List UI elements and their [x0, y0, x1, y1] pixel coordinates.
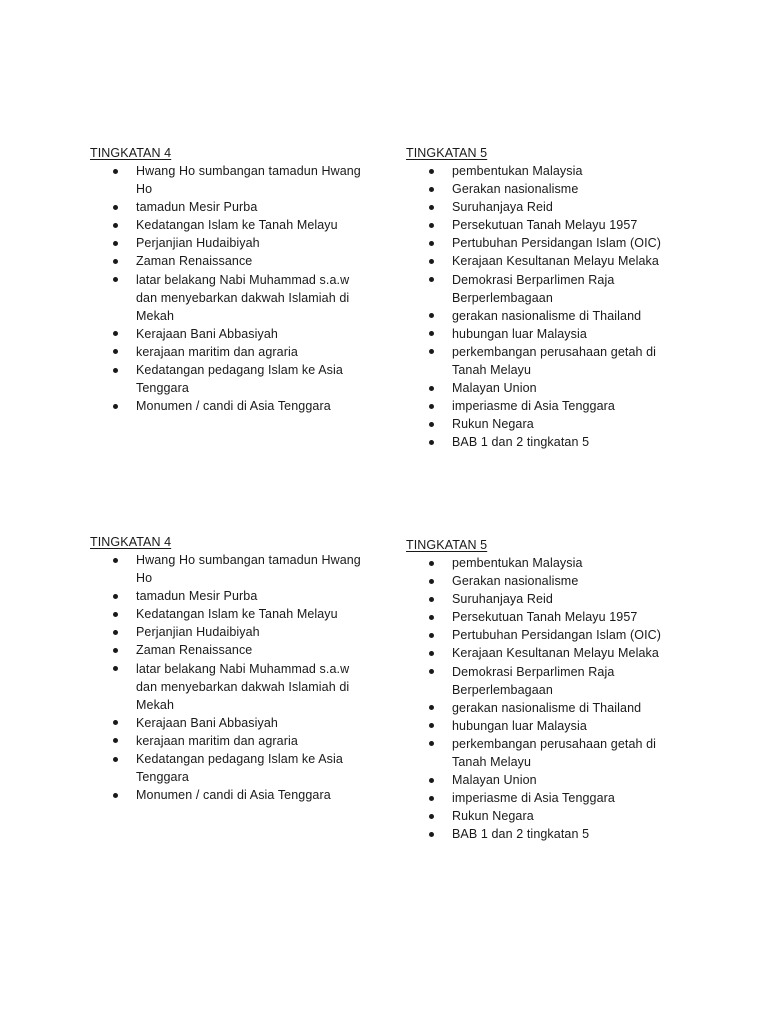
- tingkatan-4-heading: TINGKATAN 4: [90, 146, 172, 160]
- topic-item: Malayan Union: [406, 771, 670, 789]
- topic-item: Kerajaan Bani Abbasiyah: [90, 325, 362, 343]
- tingkatan-4-topic-list: [90, 551, 362, 804]
- topic-item: kerajaan maritim dan agraria: [90, 732, 362, 750]
- tingkatan-5-topic-list: [406, 554, 670, 844]
- tingkatan-5-block-bottom: [406, 537, 670, 844]
- topic-item: Suruhanjaya Reid: [406, 590, 670, 608]
- topic-item: Kerajaan Kesultanan Melayu Melaka: [406, 252, 670, 270]
- topic-item: Perjanjian Hudaibiyah: [90, 623, 362, 641]
- topic-item: latar belakang Nabi Muhammad s.a.w dan menyebarkan dakwah Islamiah di Mekah: [90, 271, 362, 325]
- topic-item: Demokrasi Berparlimen Raja Berperlembagaan: [406, 663, 670, 699]
- topic-item: latar belakang Nabi Muhammad s.a.w dan menyebarkan dakwah Islamiah di Mekah: [90, 660, 362, 714]
- topic-item: tamadun Mesir Purba: [90, 587, 362, 605]
- topic-item: gerakan nasionalisme di Thailand: [406, 307, 670, 325]
- tingkatan-5-heading: TINGKATAN 5: [406, 538, 488, 552]
- topic-item: Gerakan nasionalisme: [406, 572, 670, 590]
- topic-item: perkembangan perusahaan getah di Tanah Melayu: [406, 735, 670, 771]
- topic-item: tamadun Mesir Purba: [90, 198, 362, 216]
- topic-item: Monumen / candi di Asia Tenggara: [90, 397, 362, 415]
- topic-item: Demokrasi Berparlimen Raja Berperlembagaan: [406, 271, 670, 307]
- topic-item: Zaman Renaissance: [90, 641, 362, 659]
- tingkatan-4-topic-list: [90, 162, 362, 415]
- tingkatan-5-block-top: [406, 145, 670, 452]
- topic-item: Persekutuan Tanah Melayu 1957: [406, 608, 670, 626]
- topic-item: kerajaan maritim dan agraria: [90, 343, 362, 361]
- tingkatan-4-block-bottom: [90, 534, 362, 804]
- topic-item: imperiasme di Asia Tenggara: [406, 397, 670, 415]
- topic-item: Pertubuhan Persidangan Islam (OIC): [406, 626, 670, 644]
- topic-item: Suruhanjaya Reid: [406, 198, 670, 216]
- tingkatan-5-heading: TINGKATAN 5: [406, 146, 488, 160]
- topic-item: Pertubuhan Persidangan Islam (OIC): [406, 234, 670, 252]
- topic-item: Kerajaan Kesultanan Melayu Melaka: [406, 644, 670, 662]
- topic-item: Kedatangan Islam ke Tanah Melayu: [90, 605, 362, 623]
- topic-item: Perjanjian Hudaibiyah: [90, 234, 362, 252]
- topic-item: hubungan luar Malaysia: [406, 325, 670, 343]
- topic-item: Kedatangan pedagang Islam ke Asia Tenggara: [90, 750, 362, 786]
- topic-item: perkembangan perusahaan getah di Tanah Melayu: [406, 343, 670, 379]
- topic-item: imperiasme di Asia Tenggara: [406, 789, 670, 807]
- topic-item: BAB 1 dan 2 tingkatan 5: [406, 825, 670, 843]
- topic-item: Kedatangan Islam ke Tanah Melayu: [90, 216, 362, 234]
- topic-item: Kerajaan Bani Abbasiyah: [90, 714, 362, 732]
- topic-item: Malayan Union: [406, 379, 670, 397]
- tingkatan-4-block-top: [90, 145, 362, 415]
- topic-item: Hwang Ho sumbangan tamadun Hwang Ho: [90, 162, 362, 198]
- topic-item: pembentukan Malaysia: [406, 554, 670, 572]
- topic-item: BAB 1 dan 2 tingkatan 5: [406, 433, 670, 451]
- topic-item: Persekutuan Tanah Melayu 1957: [406, 216, 670, 234]
- topic-item: Kedatangan pedagang Islam ke Asia Tenggara: [90, 361, 362, 397]
- topic-item: pembentukan Malaysia: [406, 162, 670, 180]
- topic-item: Rukun Negara: [406, 415, 670, 433]
- topic-item: Gerakan nasionalisme: [406, 180, 670, 198]
- tingkatan-4-heading: TINGKATAN 4: [90, 535, 172, 549]
- topic-item: Hwang Ho sumbangan tamadun Hwang Ho: [90, 551, 362, 587]
- tingkatan-5-topic-list: [406, 162, 670, 452]
- topic-item: Rukun Negara: [406, 807, 670, 825]
- topic-item: Zaman Renaissance: [90, 252, 362, 270]
- topic-item: gerakan nasionalisme di Thailand: [406, 699, 670, 717]
- topic-item: hubungan luar Malaysia: [406, 717, 670, 735]
- topic-item: Monumen / candi di Asia Tenggara: [90, 786, 362, 804]
